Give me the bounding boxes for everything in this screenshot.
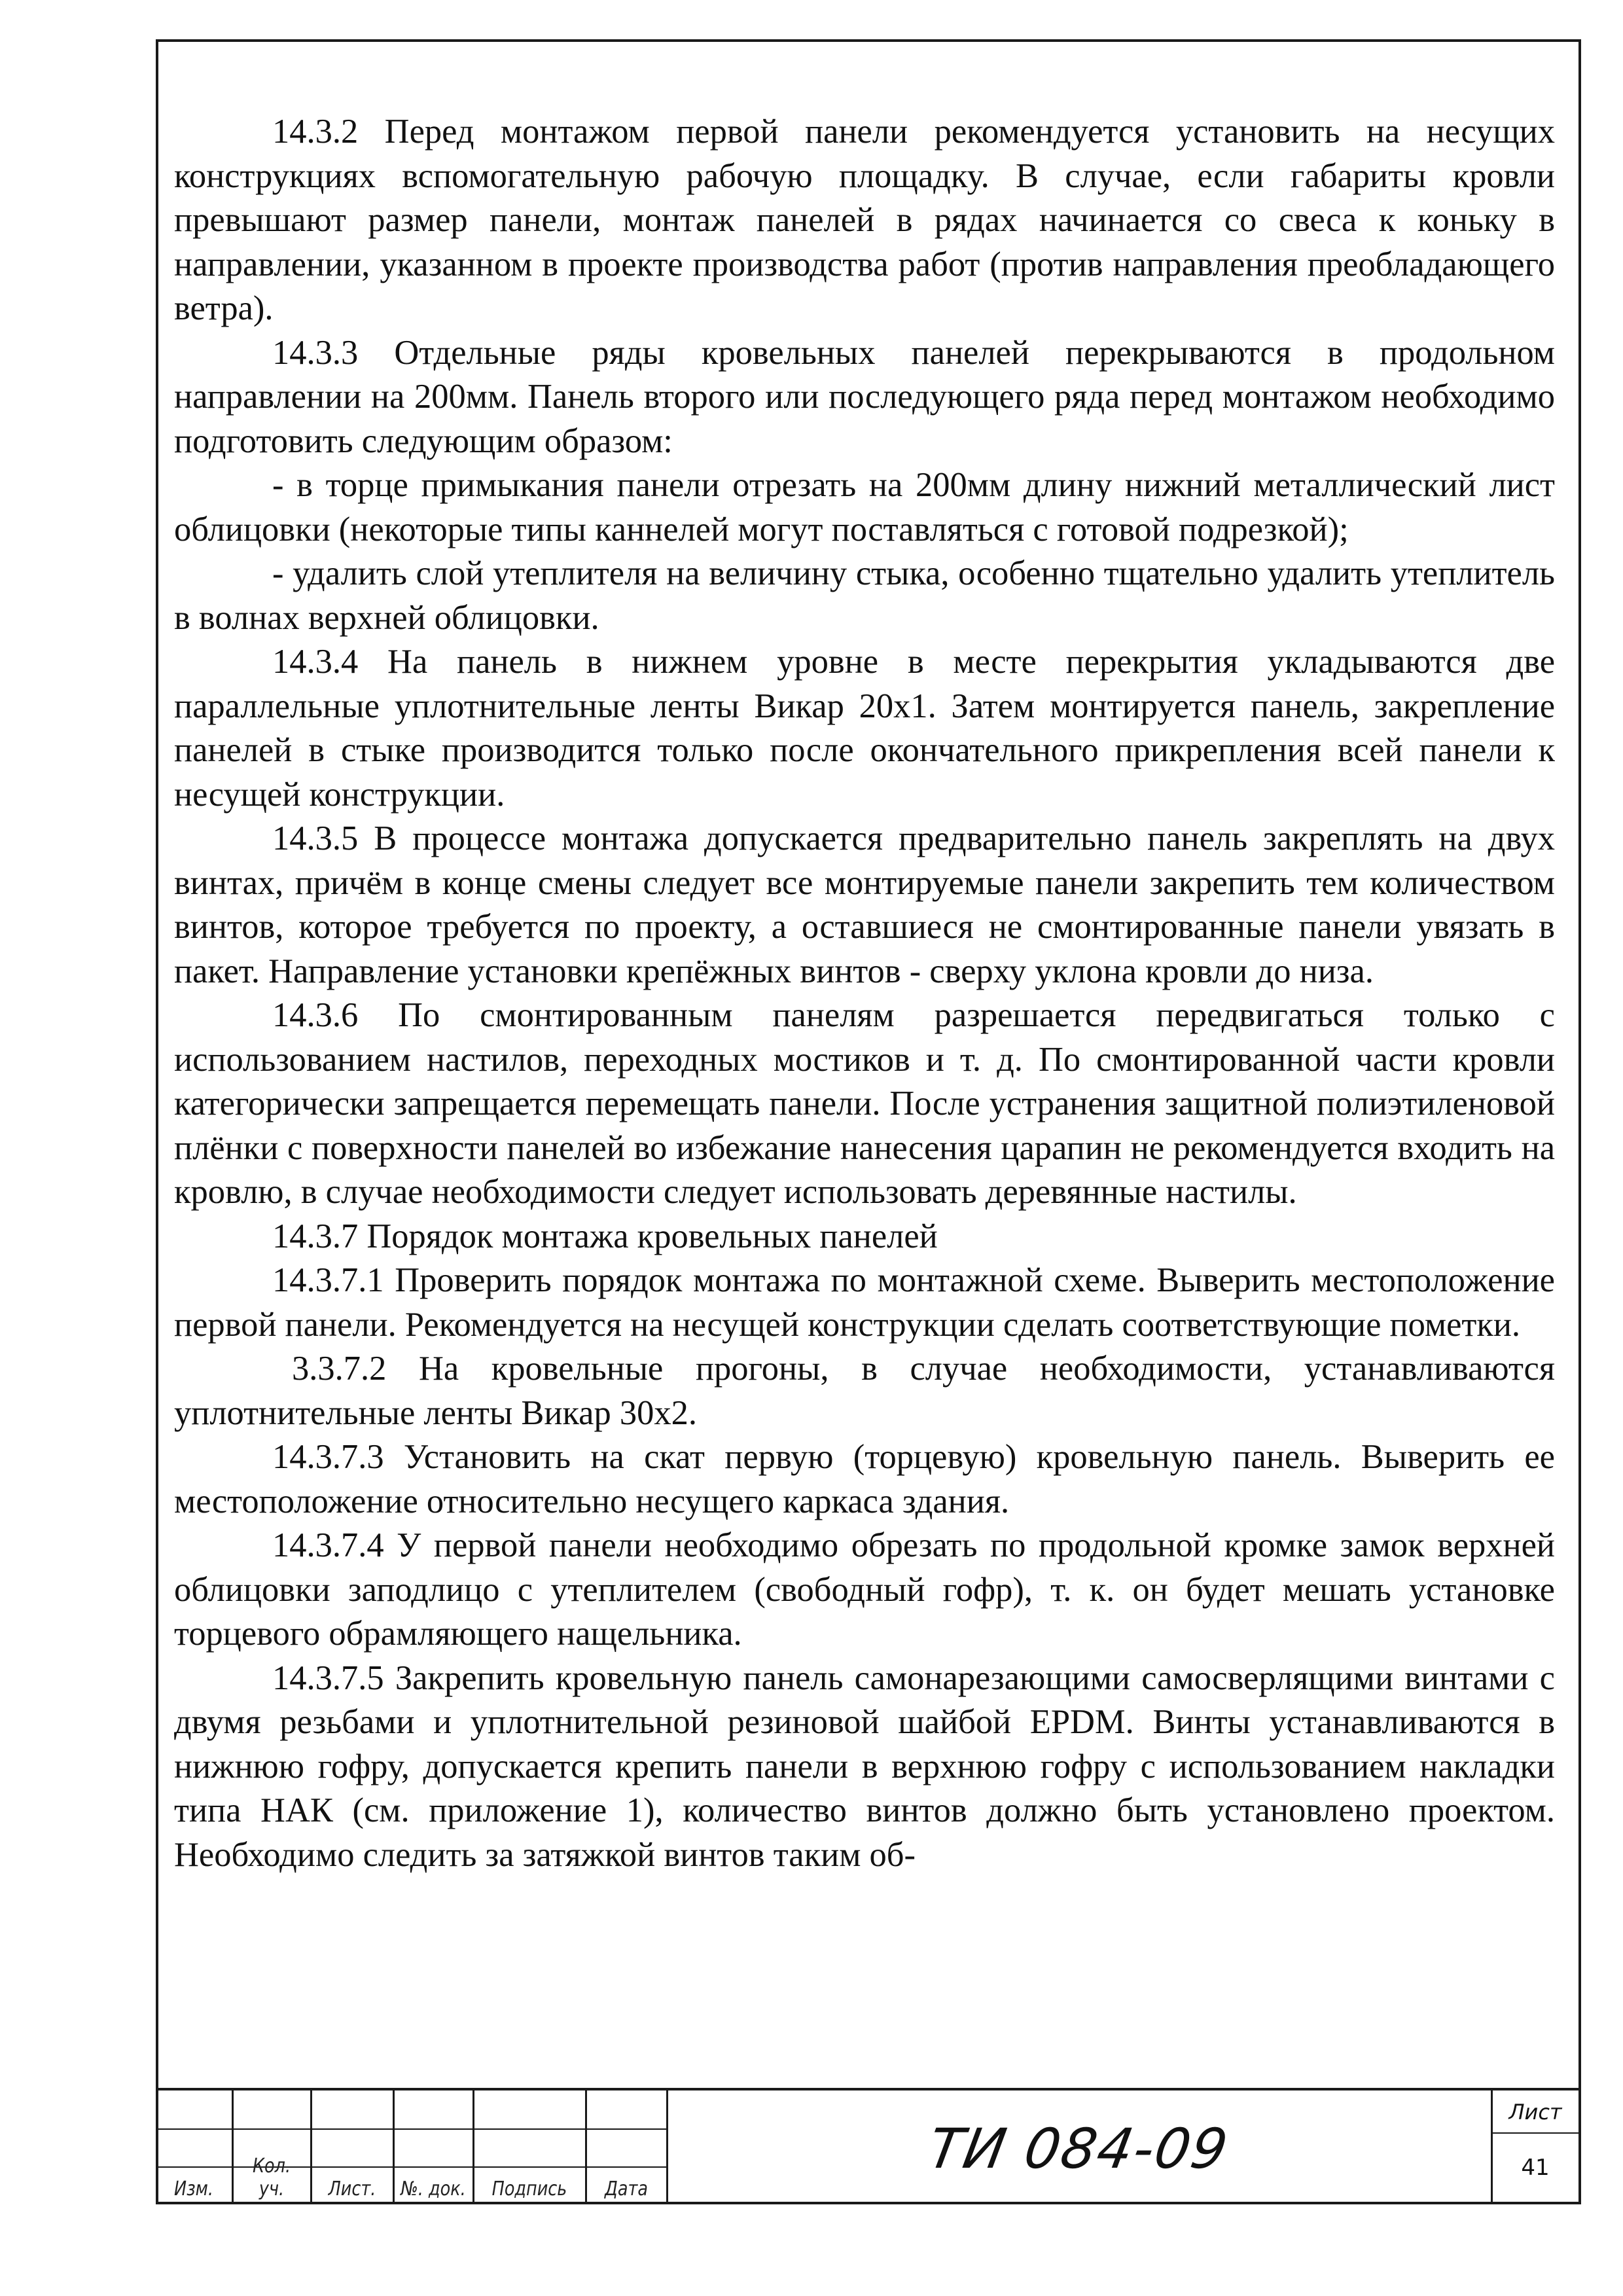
stamp-row-line (1491, 2132, 1581, 2134)
caption-doc-number: №. док. (401, 2178, 466, 2200)
paragraph-14-3-5: 14.3.5 В процессе монтажа допускается предварительно панель закреплять на двух винтах, причём в конце смены следует все монтируемые панели закрепить тем количеством винтов, которое требуется по проекту, а оставшиеся не смонтированные панели увязать в пакет. Направление установки крепёжных винтов - сверху уклона кровли до низа. (174, 819, 1555, 990)
paragraph-14-3-2: 14.3.2 Перед монтажом первой панели рекомендуется установить на несущих конструкциях вспомогательную рабочую площадку. В случае, если габариты кровли превышают размер панели, монтаж панелей в рядах начинается со свеса к коньку в направлении, указанном в проекте производства работ (против направления преобладающего ветра). (174, 113, 1555, 327)
stamp-row-line (156, 2166, 666, 2168)
document-body (174, 110, 1555, 2080)
title-block (156, 2088, 1581, 2204)
stamp-row-line (156, 2128, 666, 2130)
sheet-number: 41 (1521, 2155, 1550, 2181)
paragraph-list-item-cut: - в торце примыкания панели отрезать на 200мм длину нижний металлический лист облицовки (некоторые типы каннелей могут поставляться с готовой подрезкой); (174, 466, 1555, 548)
stamp-divider (232, 2090, 234, 2204)
paragraph-14-3-6: 14.3.6 По смонтированным панелям разрешается передвигаться только с использованием настилов, переходных мостиков и т. д. По смонтированной части кровли категорически запрещается перемещать панели. После устранения защитной полиэтиленовой плёнки с поверхности панелей во избежание нанесения царапин не рекомендуется входить на кровлю, в случае необходимости следует использовать деревянные настилы. (174, 996, 1555, 1211)
caption-izm: Изм. (174, 2178, 213, 2200)
sheet-label: Лист (1508, 2100, 1562, 2125)
document-code: ТИ 084-09 (923, 2117, 1234, 2181)
stamp-divider (393, 2090, 395, 2204)
caption-kol-uch: Кол. уч. (252, 2155, 291, 2200)
paragraph-list-item-insulation: - удалить слой утеплителя на величину стыка, особенно тщательно удалить утеплитель в волнах верхней облицовки. (174, 554, 1555, 637)
paragraph-14-3-7-3: 14.3.7.3 Установить на скат первую (торцевую) кровельную панель. Выверить ее местоположение относительно несущего каркаса здания. (174, 1438, 1555, 1520)
paragraph-14-3-4: 14.3.4 На панель в нижнем уровне в месте перекрытия укладываются две параллельные уплотнительные ленты Викар 20х1. Затем монтируется панель, закрепление панелей в стыке производится только после окончательного прикрепления всей панели к несущей конструкции. (174, 643, 1555, 814)
caption-signature: Подпись (491, 2178, 567, 2200)
paragraph-14-3-7-4: 14.3.7.4 У первой панели необходимо обрезать по продольной кромке замок верхней облицовки заподлицо с утеплителем (свободный гофр), т. к. он будет мешать установке торцевого обрамляющего нащельника. (174, 1526, 1555, 1653)
stamp-divider (473, 2090, 474, 2204)
stamp-divider (310, 2090, 312, 2204)
paragraph-3-3-7-2: 3.3.7.2 На кровельные прогоны, в случае необходимости, устанавливаются уплотнительные ленты Викар 30х2. (174, 1350, 1555, 1432)
paragraph-14-3-7-1: 14.3.7.1 Проверить порядок монтажа по монтажной схеме. Выверить местоположение первой панели. Рекомендуется на несущей конструкции сделать соответствующие пометки. (174, 1261, 1555, 1344)
paragraph-14-3-7: 14.3.7 Порядок монтажа кровельных панелей (272, 1217, 938, 1255)
caption-list: Лист. (328, 2178, 376, 2200)
paragraph-14-3-7-5: 14.3.7.5 Закрепить кровельную панель самонарезающими самосверлящими винтами с двумя резьбами и уплотнительной резиновой шайбой EPDM. Винты устанавливаются в нижнюю гофру, допускается крепить панели в верхнюю гофру с использованием накладки типа НАК (см. приложение 1), количество винтов должно быть установлено проектом. Необходимо следить за затяжкой винтов таким об- (174, 1659, 1555, 1874)
caption-date: Дата (604, 2178, 649, 2200)
stamp-divider (585, 2090, 587, 2204)
paragraph-14-3-3: 14.3.3 Отдельные ряды кровельных панелей перекрываются в продольном направлении на 200мм. Панель второго или последующего ряда перед монтажом необходимо подготовить следующим образом: (174, 333, 1555, 460)
